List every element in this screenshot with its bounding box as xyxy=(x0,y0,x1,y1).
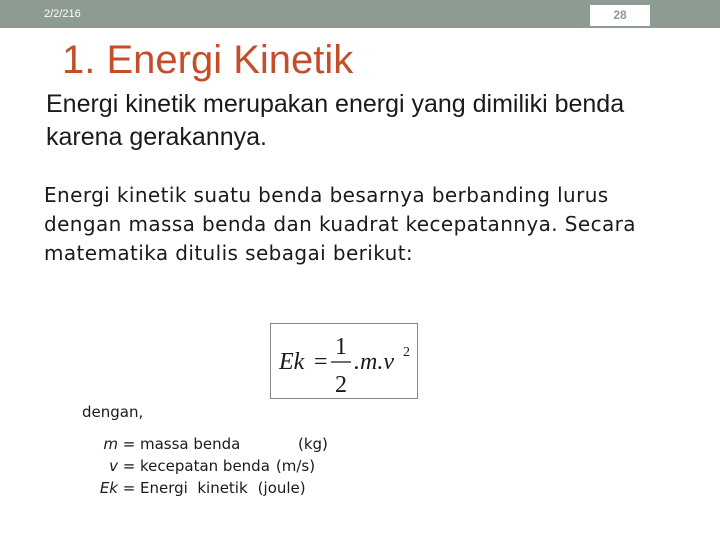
slide-date: 2/2/216 xyxy=(44,8,81,20)
definition-unit: (m/s) xyxy=(275,457,316,475)
definition-description: kecepatan benda xyxy=(140,457,270,475)
definition-row xyxy=(70,433,328,455)
formula-rest: .m.v xyxy=(354,349,394,375)
formula-lhs: Ek xyxy=(279,349,305,375)
definition-unit: (kg) xyxy=(298,435,328,453)
body-paragraph: Energi kinetik suatu benda besarnya berbanding lurus dengan massa benda dan kuadrat kecepatannya. Secara matematika ditulis sebagai berikut: xyxy=(44,183,636,265)
definitions-intro: dengan, xyxy=(82,403,144,421)
formula-equals: = xyxy=(314,349,328,375)
slide-number: 28 xyxy=(590,5,650,26)
formula-numerator: 1 xyxy=(335,334,347,360)
definitions-list xyxy=(70,433,328,499)
definition-row xyxy=(70,477,328,499)
definition-unit: (joule) xyxy=(257,479,306,497)
definition-symbol: Ek xyxy=(99,479,118,497)
definition-description: massa benda xyxy=(140,435,241,453)
lead-paragraph: Energi kinetik merupakan energi yang dimiliki benda karena gerakannya. xyxy=(46,90,625,151)
definition-symbol: m xyxy=(103,435,118,453)
formula-image xyxy=(270,323,418,399)
formula-exponent: 2 xyxy=(403,345,410,360)
definition-equals: = xyxy=(122,479,136,497)
definition-row xyxy=(70,455,328,477)
top-bar xyxy=(0,0,720,28)
slide-title: 1. Energi Kinetik xyxy=(62,38,354,82)
definition-equals: = xyxy=(122,457,136,475)
formula-denominator: 2 xyxy=(335,372,347,398)
definition-equals: = xyxy=(122,435,136,453)
definition-description: Energi kinetik xyxy=(140,479,248,497)
definition-symbol: v xyxy=(109,457,118,475)
formula-svg xyxy=(271,324,417,398)
